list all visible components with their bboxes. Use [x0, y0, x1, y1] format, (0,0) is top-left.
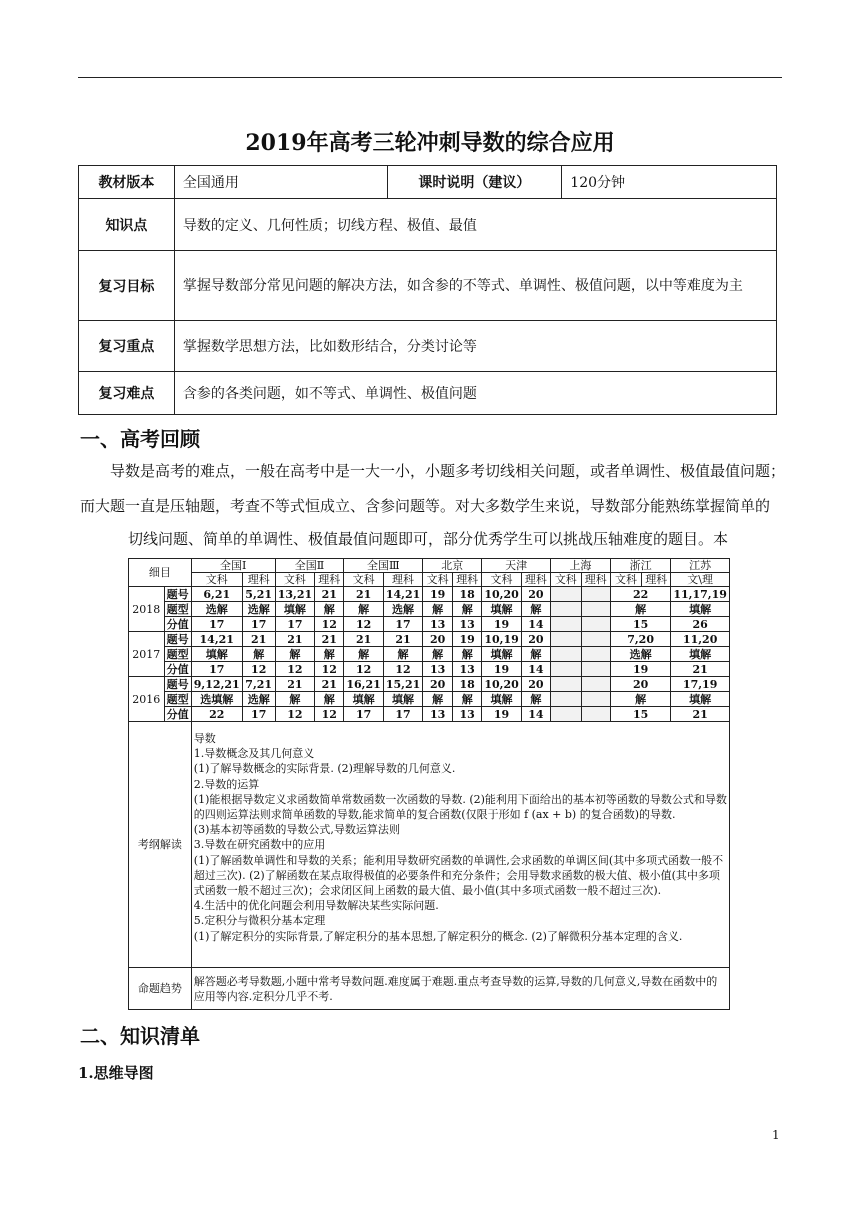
- table-cell: 10,20: [482, 677, 521, 692]
- table-cell: 19: [423, 587, 453, 602]
- table-cell: 解: [521, 692, 550, 707]
- year-label: 2017: [129, 632, 165, 677]
- paragraph-line-3: 切线问题、简单的单调性、极值最值问题即可，部分优秀学生可以挑战压轴难度的题目。本: [128, 530, 729, 548]
- outline-line: 3.导数在研究函数中的应用: [193, 838, 326, 852]
- page-title: 2019年高考三轮冲刺导数的综合应用: [245, 130, 615, 156]
- outline-line: (1)了解函数单调性和导数的关系；能利用导数研究函数的单调性,会求函数的单调区间(其中多项式函数一般不超过三次). (2)了解函数在某点取得极值的必要条件和充分条件；会用导数求函数的极大值、极小值(其中多项式函数一般不超过三次)；会求闭区间上函数的最大值、最小值(其中多项式函数一般不超过三次).: [193, 853, 724, 898]
- table-cell-jiangsu: 填解: [671, 602, 730, 617]
- knowledge-label: 知识点: [79, 199, 175, 251]
- table-cell: 解: [423, 692, 453, 707]
- difficulty-value: 含参的各类问题，如不等式、单调性、极值问题: [174, 372, 776, 415]
- table-cell: 15,21: [383, 677, 422, 692]
- table-cell: 21: [275, 677, 314, 692]
- table-cell: 13: [453, 662, 482, 677]
- region-header: 上海: [551, 559, 611, 573]
- outline-line: 2.导数的运算: [193, 777, 260, 791]
- outline-line: (1)了解定积分的实际背景,了解定积分的基本思想,了解定积分的概念. (2)了解微积分基本定理的含义.: [193, 929, 683, 943]
- table-cell: 解: [344, 647, 383, 662]
- table-cell: 13: [423, 617, 453, 632]
- table-cell: 12: [275, 707, 314, 722]
- region-header: 浙江: [610, 559, 670, 573]
- table-cell-zhejiang: 解: [610, 692, 670, 707]
- row-label: 题型: [164, 647, 191, 662]
- empty-cell: [581, 662, 610, 677]
- trend-content: 解答题必考导数题,小题中常考导数问题.难度属于难题.重点考查导数的运算,导数的几何意义,导数在函数中的应用等内容.定积分几乎不考.: [191, 968, 729, 1010]
- outline-content: [191, 722, 729, 968]
- table-cell-jiangsu: 填解: [671, 692, 730, 707]
- header-rule: [78, 77, 782, 78]
- table-cell-zhejiang: 7,20: [610, 632, 670, 647]
- trend-label: 命题趋势: [129, 968, 192, 1010]
- row-label: 分值: [164, 617, 191, 632]
- empty-cell: [551, 707, 582, 722]
- table-cell: 21: [383, 632, 422, 647]
- table-cell: 解: [453, 602, 482, 617]
- table-cell: 12: [315, 707, 344, 722]
- table-cell: 17: [383, 617, 422, 632]
- empty-cell: [581, 617, 610, 632]
- table-row: [129, 602, 730, 617]
- empty-cell: [581, 632, 610, 647]
- empty-cell: [551, 692, 582, 707]
- info-table: [78, 165, 777, 415]
- table-cell-jiangsu: 21: [671, 662, 730, 677]
- table-row: [129, 617, 730, 632]
- empty-cell: [581, 692, 610, 707]
- paragraph-line-2: 而大题一直是压轴题，考查不等式恒成立、含参问题等。对大多数学生来说，导数部分能熟练掌握简单的: [80, 497, 771, 515]
- subject-header: 文科: [191, 573, 242, 587]
- paragraph-line-1: 导数是高考的难点，一般在高考中是一大一小，小题多考切线相关问题，或者单调性、极值最值问题；: [110, 462, 786, 480]
- table-cell: 22: [191, 707, 242, 722]
- table-cell: 填解: [344, 692, 383, 707]
- edition-label: 教材版本: [79, 166, 175, 199]
- table-cell-jiangsu: 填解: [671, 647, 730, 662]
- region-header: 全国Ⅰ: [191, 559, 275, 573]
- table-cell: 13: [453, 617, 482, 632]
- outline-line: 导数: [193, 732, 216, 745]
- table-cell: 20: [521, 587, 550, 602]
- table-cell: 21: [344, 587, 383, 602]
- table-cell: 21: [315, 632, 344, 647]
- table-cell: 13: [423, 662, 453, 677]
- table-cell: 13: [423, 707, 453, 722]
- outline-line: 1.导数概念及其几何意义: [193, 747, 315, 761]
- table-cell: 17: [275, 617, 314, 632]
- table-cell: 选解: [242, 692, 275, 707]
- subheading-mind-map: 1.思维导图: [78, 1064, 154, 1082]
- table-cell: 14,21: [383, 587, 422, 602]
- table-cell: 19: [482, 617, 521, 632]
- table-cell: 19: [453, 632, 482, 647]
- table-cell: 14: [521, 617, 550, 632]
- table-cell: 13: [453, 707, 482, 722]
- table-cell: 5,21: [242, 587, 275, 602]
- table-row: [129, 677, 730, 692]
- empty-cell: [581, 602, 610, 617]
- table-cell: 解: [423, 647, 453, 662]
- table-cell: 解: [315, 602, 344, 617]
- row-label: 题号: [164, 677, 191, 692]
- table-cell: 解: [521, 602, 550, 617]
- table-cell: 12: [242, 662, 275, 677]
- table-cell-jiangsu: 11,20: [671, 632, 730, 647]
- table-cell: 解: [453, 692, 482, 707]
- table-row: [129, 647, 730, 662]
- time-label: 课时说明（建议）: [387, 166, 562, 199]
- table-cell: 20: [423, 677, 453, 692]
- table-cell-zhejiang: 19: [610, 662, 670, 677]
- knowledge-value: 导数的定义、几何性质；切线方程、极值、最值: [174, 199, 776, 251]
- table-cell: 12: [344, 662, 383, 677]
- outline-line: (1)了解导数概念的实际背景. (2)理解导数的几何意义.: [193, 762, 456, 776]
- row-label: 题号: [164, 632, 191, 647]
- empty-cell: [551, 662, 582, 677]
- table-cell: 17: [344, 707, 383, 722]
- table-cell: 选解: [242, 602, 275, 617]
- table-cell: 21: [275, 632, 314, 647]
- subject-header: 理科: [521, 573, 550, 587]
- table-cell-jiangsu: 11,17,19: [671, 587, 730, 602]
- table-cell: 解: [315, 692, 344, 707]
- subject-header: 理科: [242, 573, 275, 587]
- table-cell: 解: [315, 647, 344, 662]
- subject-header: 文科: [423, 573, 453, 587]
- subject-header: 文科: [551, 573, 582, 587]
- table-cell: 17: [191, 617, 242, 632]
- subject-header: 理科: [581, 573, 610, 587]
- row-label: 题号: [164, 587, 191, 602]
- table-cell: 21: [344, 632, 383, 647]
- table-cell: 12: [275, 662, 314, 677]
- subject-header: 文科: [275, 573, 314, 587]
- time-value: 120分钟: [562, 166, 777, 199]
- table-cell-jiangsu: 17,19: [671, 677, 730, 692]
- empty-cell: [551, 602, 582, 617]
- table-cell: 填解: [482, 602, 521, 617]
- table-cell: 填解: [275, 602, 314, 617]
- row-label: 题型: [164, 602, 191, 617]
- subject-header: 文科: [610, 573, 641, 587]
- table-cell: 9,12,21: [191, 677, 242, 692]
- goal-value: 掌握导数部分常见问题的解决方法，如含参的不等式、单调性、极值问题，以中等难度为主: [174, 251, 776, 321]
- outline-line: (1)能根据导数定义求函数简单常数函数一次函数的导数. (2)能利用下面给出的基本初等函数的导数公式和导数的四则运算法则求简单函数的导数,能求简单的复合函数(仅限于形如 f (ax + b) 的复合函数)的导数.: [193, 792, 727, 822]
- outline-line: (3)基本初等函数的导数公式,导数运算法则: [193, 823, 400, 837]
- table-cell-zhejiang: 22: [610, 587, 670, 602]
- year-label: 2016: [129, 677, 165, 722]
- outline-line: 4.生活中的优化问题会利用导数解决某些实际问题.: [193, 899, 439, 913]
- table-cell-jiangsu: 21: [671, 707, 730, 722]
- table-cell: 解: [383, 647, 422, 662]
- table-corner-label: 细目: [129, 559, 192, 587]
- row-label: 分值: [164, 707, 191, 722]
- table-cell: 12: [315, 617, 344, 632]
- table-cell: 选解: [191, 602, 242, 617]
- table-cell: 选填解: [191, 692, 242, 707]
- subject-header: 理科: [642, 573, 671, 587]
- table-cell-zhejiang: 20: [610, 677, 670, 692]
- edition-value: 全国通用: [174, 166, 387, 199]
- table-cell: 解: [344, 602, 383, 617]
- subject-header: 文科: [344, 573, 383, 587]
- outline-line: 5.定积分与微积分基本定理: [193, 914, 326, 928]
- table-cell: 解: [242, 647, 275, 662]
- table-cell: 18: [453, 677, 482, 692]
- page-number: 1: [772, 1128, 780, 1142]
- table-row: [129, 707, 730, 722]
- subject-header: 理科: [315, 573, 344, 587]
- region-header: 北京: [423, 559, 482, 573]
- table-cell-zhejiang: 15: [610, 707, 670, 722]
- subject-header: 文\理: [671, 573, 730, 587]
- year-label: 2018: [129, 587, 165, 632]
- table-cell-zhejiang: 解: [610, 602, 670, 617]
- table-row: [129, 587, 730, 602]
- table-cell: 20: [423, 632, 453, 647]
- table-cell: 12: [344, 617, 383, 632]
- table-cell: 19: [482, 662, 521, 677]
- region-header: 江苏: [671, 559, 730, 573]
- table-cell: 17: [191, 662, 242, 677]
- focus-value: 掌握数学思想方法，比如数形结合，分类讨论等: [174, 321, 776, 372]
- outline-label: 考纲解读: [129, 722, 192, 968]
- table-cell: 21: [315, 587, 344, 602]
- table-cell: 21: [242, 632, 275, 647]
- empty-cell: [581, 647, 610, 662]
- table-cell-zhejiang: 选解: [610, 647, 670, 662]
- section-heading-knowledge: 二、知识清单: [80, 1024, 200, 1048]
- table-cell: 填解: [482, 692, 521, 707]
- table-cell: 14: [521, 707, 550, 722]
- subject-header: 理科: [453, 573, 482, 587]
- table-cell: 10,20: [482, 587, 521, 602]
- table-cell: 12: [315, 662, 344, 677]
- empty-cell: [551, 677, 582, 692]
- region-header: 全国Ⅲ: [344, 559, 423, 573]
- exam-analysis-table: [128, 558, 730, 1010]
- table-cell: 20: [521, 632, 550, 647]
- table-cell: 填解: [191, 647, 242, 662]
- table-cell: 14,21: [191, 632, 242, 647]
- table-cell: 18: [453, 587, 482, 602]
- difficulty-label: 复习难点: [79, 372, 175, 415]
- region-header: 全国Ⅱ: [275, 559, 344, 573]
- table-cell: 13,21: [275, 587, 314, 602]
- table-cell: 21: [315, 677, 344, 692]
- empty-cell: [581, 707, 610, 722]
- table-cell: 选解: [383, 602, 422, 617]
- table-row: [129, 632, 730, 647]
- table-cell-jiangsu: 26: [671, 617, 730, 632]
- section-heading-review: 一、高考回顾: [80, 427, 200, 451]
- empty-cell: [551, 647, 582, 662]
- table-cell: 解: [275, 692, 314, 707]
- table-cell: 14: [521, 662, 550, 677]
- table-cell: 6,21: [191, 587, 242, 602]
- table-cell: 10,19: [482, 632, 521, 647]
- table-cell: 16,21: [344, 677, 383, 692]
- table-cell: 解: [275, 647, 314, 662]
- table-cell: 解: [423, 602, 453, 617]
- table-cell: 填解: [482, 647, 521, 662]
- empty-cell: [551, 587, 582, 602]
- row-label: 题型: [164, 692, 191, 707]
- table-cell: 解: [521, 647, 550, 662]
- empty-cell: [551, 617, 582, 632]
- empty-cell: [581, 587, 610, 602]
- table-cell: 19: [482, 707, 521, 722]
- table-cell: 17: [383, 707, 422, 722]
- focus-label: 复习重点: [79, 321, 175, 372]
- row-label: 分值: [164, 662, 191, 677]
- subject-header: 理科: [383, 573, 422, 587]
- table-row: [129, 662, 730, 677]
- subject-header: 文科: [482, 573, 521, 587]
- table-cell: 7,21: [242, 677, 275, 692]
- table-cell-zhejiang: 15: [610, 617, 670, 632]
- goal-label: 复习目标: [79, 251, 175, 321]
- table-row: [129, 692, 730, 707]
- table-cell: 20: [521, 677, 550, 692]
- table-cell: 12: [383, 662, 422, 677]
- table-cell: 17: [242, 707, 275, 722]
- empty-cell: [551, 632, 582, 647]
- table-cell: 解: [453, 647, 482, 662]
- table-cell: 填解: [383, 692, 422, 707]
- region-header: 天津: [482, 559, 551, 573]
- table-cell: 17: [242, 617, 275, 632]
- empty-cell: [581, 677, 610, 692]
